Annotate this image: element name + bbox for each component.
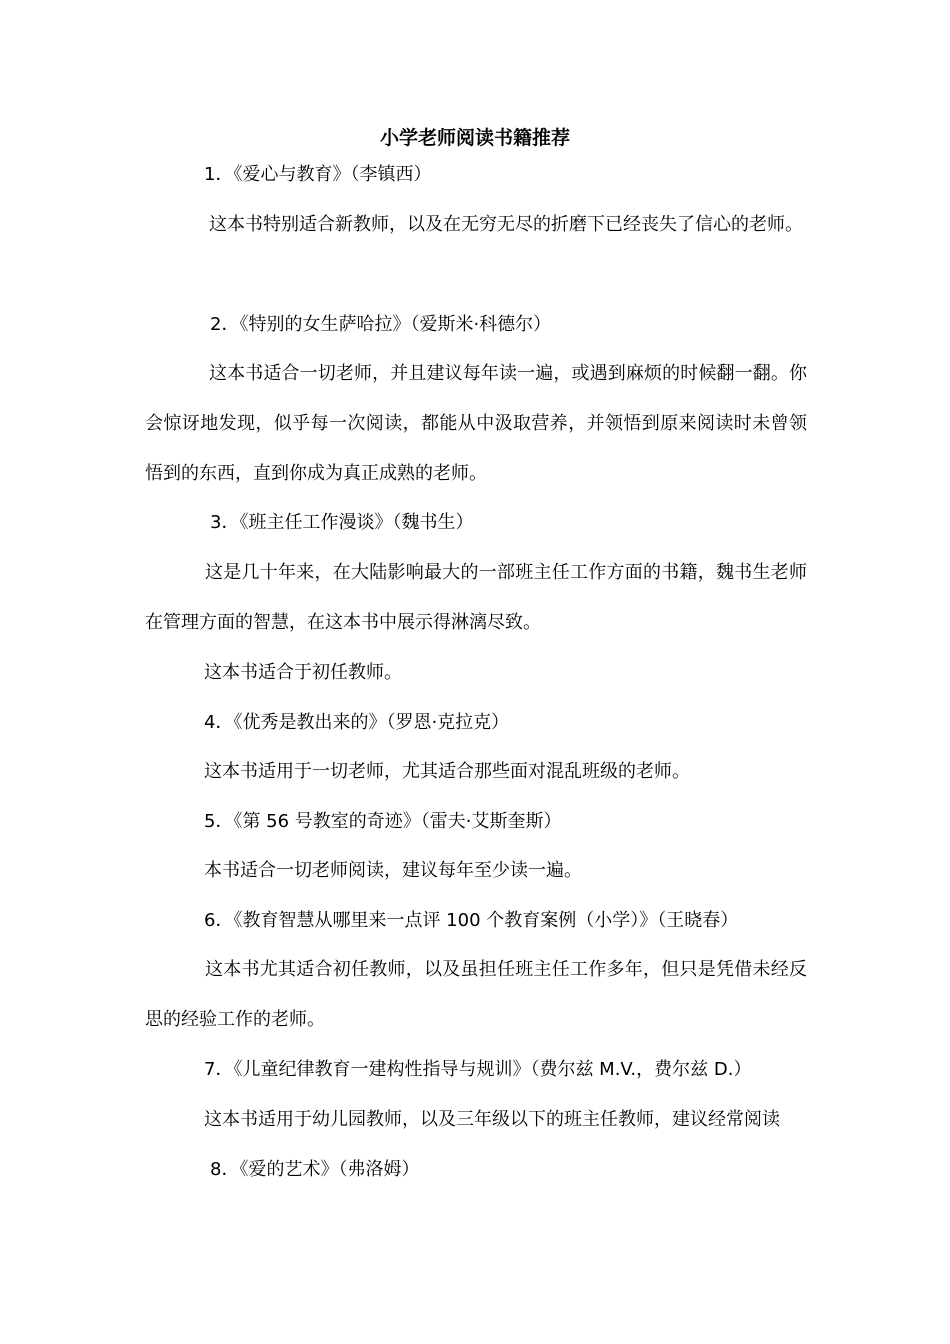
- book-heading-7: 7．《儿童纪律教育一建构性指导与规训》（费尔兹 M.V.，费尔兹 D.）: [204, 1059, 752, 1080]
- book-description-4: 这本书适用于一切老师，尤其适合那些面对混乱班级的老师。: [204, 761, 690, 782]
- book-description-7: 这本书适用于幼儿园教师，以及三年级以下的班主任教师，建议经常阅读: [204, 1109, 780, 1130]
- book-heading-8: 8．《爱的艺术》（弗洛姆）: [210, 1159, 420, 1180]
- document-title: 小学老师阅读书籍推荐: [379, 127, 570, 149]
- book-heading-2: 2．《特别的女生萨哈拉》（爱斯米·科德尔）: [210, 314, 552, 335]
- book-heading-3: 3．《班主任工作漫谈》（魏书生）: [210, 512, 474, 533]
- book-description-3a: 这是几十年来，在大陆影响最大的一部班主任工作方面的书籍，魏书生老师在管理方面的智慧，在这本书中展示得淋漓尽致。: [145, 562, 807, 633]
- book-heading-1: 1．《爱心与教育》（李镇西）: [204, 164, 432, 185]
- book-heading-5: 5．《第 56 号教室的奇迹》（雷夫·艾斯奎斯）: [204, 811, 562, 832]
- book-heading-6: 6．《教育智慧从哪里来一点评 100 个教育案例（小学）》（王晓春）: [204, 910, 739, 931]
- book-description-3b: 这本书适合于初任教师。: [204, 662, 402, 683]
- book-description-1: 这本书特别适合新教师，以及在无穷无尽的折磨下已经丧失了信心的老师。: [209, 214, 803, 235]
- book-description-5: 本书适合一切老师阅读，建议每年至少读一遍。: [204, 860, 582, 881]
- book-description-6: 这本书尤其适合初任教师，以及虽担任班主任工作多年，但只是凭借未经反思的经验工作的老师。: [145, 959, 807, 1030]
- book-heading-4: 4．《优秀是教出来的》（罗恩·克拉克）: [204, 712, 510, 733]
- book-description-2: 这本书适合一切老师，并且建议每年读一遍，或遇到麻烦的时候翻一翻。你会惊讶地发现，似乎每一次阅读，都能从中汲取营养，并领悟到原来阅读时未曾领悟到的东西，直到你成为真正成熟的老师。: [145, 363, 807, 484]
